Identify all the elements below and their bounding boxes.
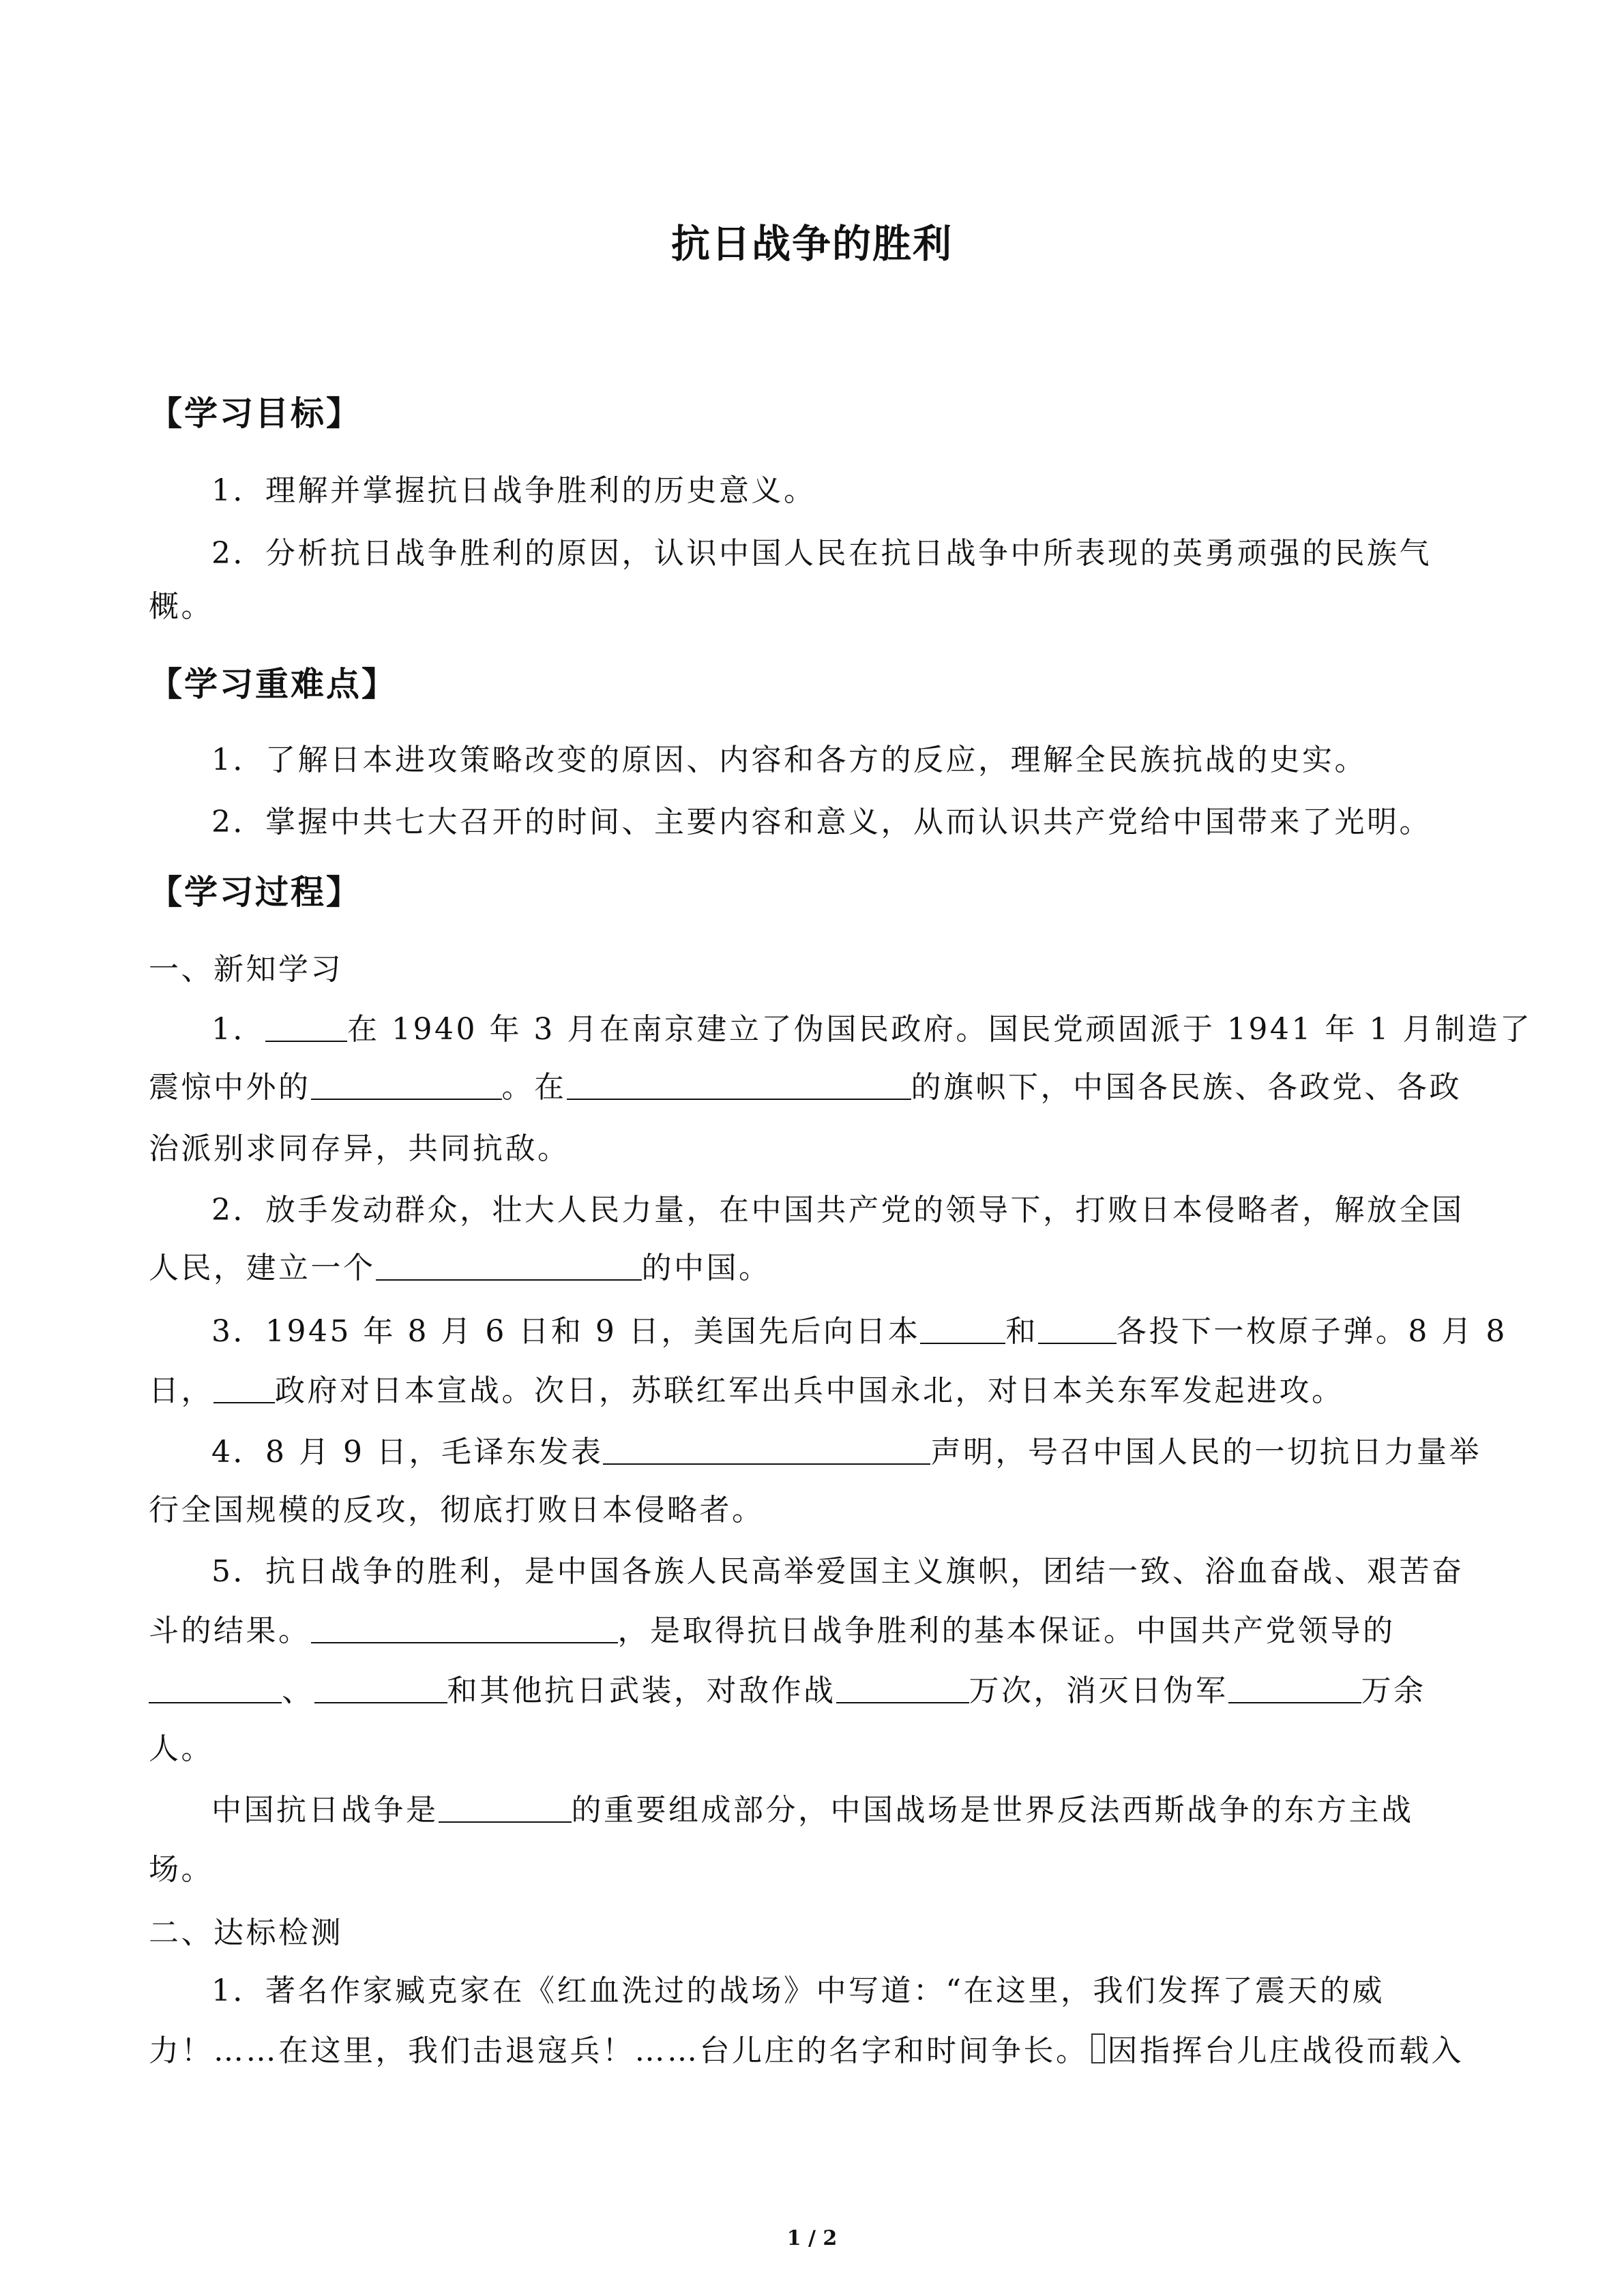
key-point-2: 2．掌握中共七大召开的时间、主要内容和意义，从而认识共产党给中国带来了光明。	[211, 805, 1432, 839]
goal-1: 1．理解并掌握抗日战争胜利的历史意义。	[211, 473, 816, 508]
goal-2: 2．分析抗日战争胜利的原因，认识中国人民在抗日战争中所表现的英勇顽强的民族气	[211, 536, 1432, 571]
question-2-line-1: 2．放手发动群众，壮大人民力量，在中国共产党的领导下，打败日本侵略者，解放全国	[211, 1193, 1464, 1227]
question-1-line-3: 治派别求同存异，共同抗敌。	[149, 1131, 570, 1166]
section-heading-goals: 【学习目标】	[149, 394, 362, 433]
question-1-line-1: 1． 在 1940 年 3 月在南京建立了伪国民政府。国民党顽固派于 1941 年 1 月制造了	[211, 1012, 1533, 1047]
fill-blank[interactable]	[265, 1011, 347, 1042]
fill-blank[interactable]	[920, 1313, 1005, 1344]
check-question-1-line-1: 1．著名作家臧克家在《红血洗过的战场》中写道：“在这里，我们发挥了震天的威	[211, 1973, 1385, 2008]
fill-blank[interactable]	[376, 1249, 642, 1281]
check-question-1-line-2: 力！……在这里，我们击退寇兵！……台儿庄的名字和时间争长。 因指挥台儿庄战役而载入	[149, 2033, 1464, 2068]
section-heading-key-points: 【学习重难点】	[149, 665, 398, 704]
fill-blank[interactable]	[1038, 1313, 1117, 1344]
part1-heading: 一、新知学习	[149, 952, 343, 987]
question-3-line-2: 日， 政府对日本宣战。次日，苏联红军出兵中国永北，对日本关东军发起进攻。	[149, 1373, 1344, 1408]
fill-blank[interactable]	[311, 1069, 502, 1100]
fill-blank[interactable]	[567, 1069, 911, 1100]
fill-blank[interactable]	[314, 1672, 447, 1703]
question-3-line-1: 3．1945 年 8 月 6 日和 9 日，美国先后向日本 和 各投下一枚原子弹。8 月 8	[211, 1314, 1507, 1349]
question-5-line-6: 场。	[149, 1852, 213, 1887]
question-5-line-3: 、 和其他抗日武装，对敌作战 万次，消灭日伪军 万余	[149, 1671, 1426, 1712]
question-1-line-2: 震惊中外的 。在 的旗帜下，中国各民族、各政党、各政	[149, 1070, 1462, 1105]
question-5-line-1: 5．抗日战争的胜利，是中国各族人民高举爱国主义旗帜，团结一致、浴血奋战、艰苦奋	[211, 1554, 1464, 1589]
question-5-line-2: 斗的结果。 ，是取得抗日战争胜利的基本保证。中国共产党领导的	[149, 1613, 1396, 1648]
fill-blank[interactable]	[311, 1612, 618, 1643]
question-2-line-2: 人民，建立一个 的中国。	[149, 1251, 771, 1285]
fill-blank[interactable]	[439, 1791, 572, 1823]
page-number: 1 / 2	[786, 2226, 838, 2250]
page-title: 抗日战争的胜利	[671, 222, 953, 267]
question-5-line-4: 人。	[149, 1731, 213, 1766]
missing-glyph-box	[1091, 2033, 1105, 2063]
section-heading-process: 【学习过程】	[149, 873, 362, 912]
goal-2-cont: 概。	[149, 589, 213, 624]
question-4-line-2: 行全国规模的反攻，彻底打败日本侵略者。	[149, 1493, 765, 1527]
part2-heading: 二、达标检测	[149, 1915, 343, 1950]
question-5-line-5: 中国抗日战争是 的重要组成部分，中国战场是世界反法西斯战争的东方主战	[211, 1793, 1414, 1828]
fill-blank[interactable]	[1228, 1672, 1361, 1703]
fill-blank[interactable]	[836, 1672, 969, 1703]
fill-blank[interactable]	[149, 1672, 282, 1703]
fill-blank[interactable]	[213, 1372, 275, 1403]
key-point-1: 1．了解日本进攻策略改变的原因、内容和各方的反应，理解全民族抗战的史实。	[211, 743, 1367, 777]
fill-blank[interactable]	[603, 1433, 930, 1465]
question-4-line-1: 4．8 月 9 日，毛译东发表 声明，号召中国人民的一切抗日力量举	[211, 1435, 1481, 1470]
